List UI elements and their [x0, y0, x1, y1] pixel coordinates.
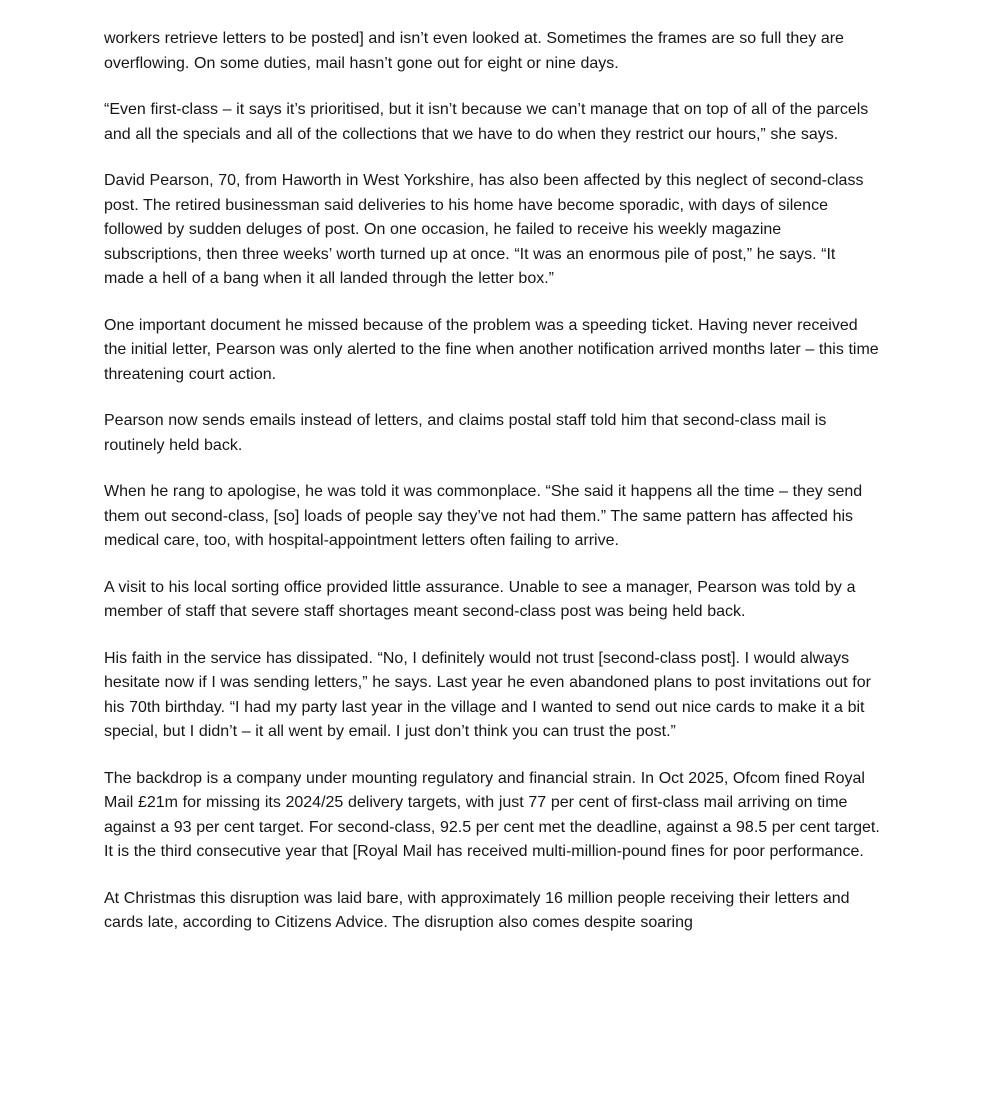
paragraph-sends-emails: Pearson now sends emails instead of letters, and claims postal staff told him that second-class mail is routinely held back. — [104, 412, 827, 454]
paragraph-ofcom-fine: The backdrop is a company under mounting regulatory and financial strain. In Oct 2025, Ofcom fined Royal Mail £21m for missing its 2024/25 delivery targets, with just 77 per cent of first-class mail arriving on time against a 93 per cent target. For second-class, 92.5 per cent met the deadline, against a 98.5 per cent target. It is the third consecutive year that [Royal Mail has received multi-million-pound fines for poor performance. — [104, 769, 880, 860]
paragraph-christmas-disruption: At Christmas this disruption was laid bare, with approximately 16 million people receiving their letters and cards late, according to Citizens Advice. The disruption also comes despite soaring — [104, 889, 850, 931]
paragraph-overflowing-frames: workers retrieve letters to be posted] and isn’t even looked at. Sometimes the frames are so full they are overflowing. On some duties, mail hasn’t gone out for eight or nine days. — [104, 30, 844, 72]
paragraph-faith-dissipated: His faith in the service has dissipated. “No, I definitely would not trust [second-class post]. I would always hesitate now if I was sending letters,” he says. Last year he even abandoned plans to post invitations out for his 70th birthday. “I had my party last year in the village and I wanted to send out nice cards to make it a bit special, but I didn’t – it all went by email. I just don’t think you can trust the post.” — [104, 649, 871, 740]
paragraph-sorting-office-visit: A visit to his local sorting office provided little assurance. Unable to see a manager, Pearson was told by a member of staff that severe staff shortages meant second-class post was being held back. — [104, 578, 856, 620]
paragraph-commonplace-quote: When he rang to apologise, he was told it was commonplace. “She said it happens all the time – they send them out second-class, [so] loads of people say they’ve not had them.” The same pattern has affected his medical care, too, with hospital-appointment letters often failing to arrive. — [104, 483, 863, 549]
paragraph-speeding-ticket: One important document he missed because of the problem was a speeding ticket. Having never received the initial letter, Pearson was only alerted to the fine when another notification arrived months later – this time threatening court action. — [104, 316, 879, 383]
paragraph-david-pearson-intro: David Pearson, 70, from Haworth in West Yorkshire, has also been affected by this neglect of second-class post. The retired businessman said deliveries to his home have become sporadic, with days of silence followed by sudden deluges of post. On one occasion, he failed to receive his weekly magazine subscriptions, then three weeks’ worth turned up at once. “It was an enormous pile of post,” he says. “It made a hell of a bang when it all landed through the letter box.” — [104, 172, 864, 287]
paragraph-first-class-quote: “Even first-class – it says it’s prioritised, but it isn’t because we can’t manage that on top of all of the parcels and all the specials and all of the collections that we have to do when they restrict our hours,” she says. — [104, 101, 869, 143]
